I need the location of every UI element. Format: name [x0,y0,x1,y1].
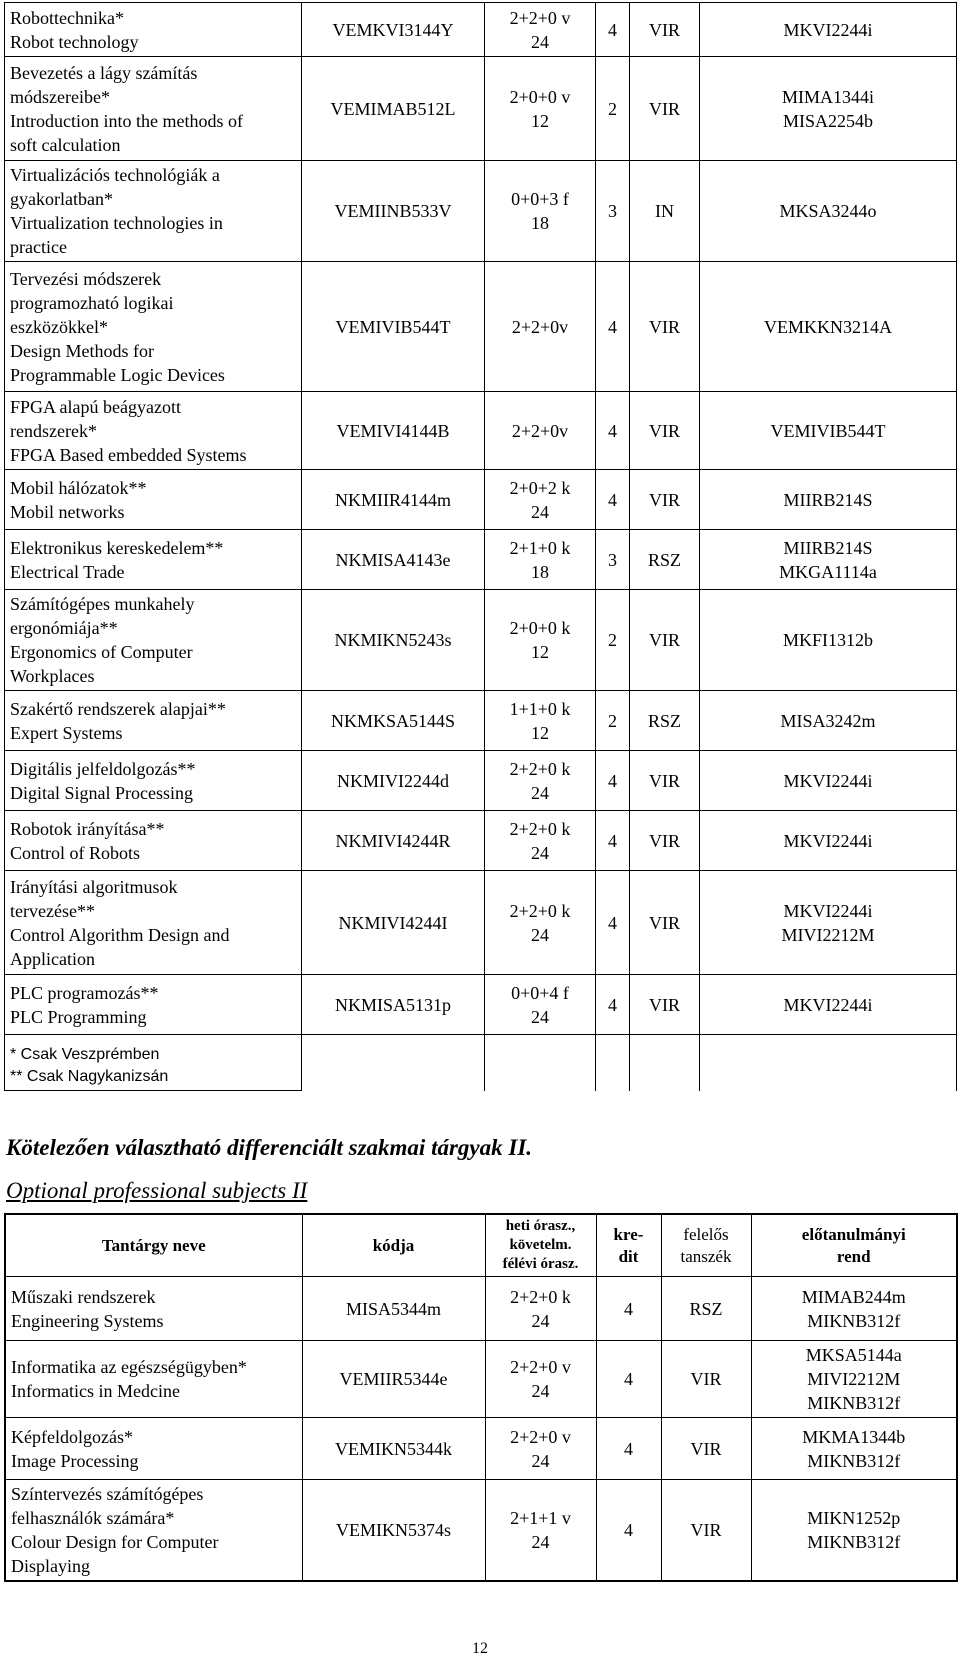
prerequisites: MKSA5144a MIVI2212M MIKNB312f [751,1341,957,1418]
credit-value: 2 [596,691,630,751]
empty-cell [485,1035,596,1091]
weekly-hours: 2+1+0 k 18 [485,530,596,590]
weekly-hours: 2+2+0v [485,392,596,470]
table-row [5,470,957,530]
weekly-hours: 0+0+3 f 18 [485,161,596,262]
subject-name-hu: Robotok irányítása** [10,818,165,839]
subject-name-cell [5,262,302,392]
table-row [5,392,957,470]
subject-name-en: Image Processing [11,1450,139,1471]
subject-name-hu: Digitális jelfeldolgozás** [10,758,196,779]
subject-name-en: PLC Programming [10,1006,147,1027]
prerequisites: MIMAB244m MIKNB312f [751,1277,957,1341]
footnotes [5,1035,302,1091]
department: VIR [630,3,700,57]
subject-name-cell [5,691,302,751]
table-row [5,57,957,161]
prerequisites: MIMA1344i MISA2254b [700,57,957,161]
header-prerequisites [751,1214,957,1277]
header-prereq-line2: rend [836,1246,871,1266]
subject-code: VEMIKN5374s [302,1480,485,1582]
empty-cell [630,1035,700,1091]
subject-code: VEMKVI3144Y [302,3,485,57]
prerequisites: MKVI2244i [700,751,957,811]
header-hours-line3: félévi órasz. [502,1256,579,1272]
prerequisites: MKVI2244i [700,811,957,871]
subject-name-cell [5,1418,302,1480]
credit-value: 4 [596,470,630,530]
subjects-table-2 [4,1213,958,1582]
empty-cell [302,1035,485,1091]
department: RSZ [630,530,700,590]
subject-name-cell [5,590,302,691]
subject-name-cell [5,161,302,262]
credit-value: 4 [596,3,630,57]
subject-code: NKMIVI4244R [302,811,485,871]
subject-name-hu: Informatika az egészségügyben* [11,1357,247,1377]
credit-value: 4 [596,1418,661,1480]
prerequisites: VEMIVIB544T [700,392,957,470]
header-credit-line2: dit [618,1246,639,1266]
table-row [5,3,957,57]
credit-value: 4 [596,392,630,470]
header-code: kódja [302,1214,485,1277]
credit-value: 4 [596,1480,661,1582]
subject-name-en: Electrical Trade [10,561,125,582]
prerequisites: MIIRB214S MKGA1114a [700,530,957,590]
department: VIR [630,470,700,530]
subject-name-en: Design Methods for Programmable Logic Devices [10,340,225,385]
subject-name-cell [5,751,302,811]
department: VIR [630,975,700,1035]
footnote-nagykanizsa: ** Csak Nagykanizsán [10,1067,169,1085]
weekly-hours: 0+0+4 f 24 [485,975,596,1035]
weekly-hours: 2+2+0v [485,262,596,392]
subject-name-en: Robot technology [10,31,139,52]
subject-name-en: FPGA Based embedded Systems [10,444,247,465]
subject-name-en: Expert Systems [10,722,123,743]
subject-name-en: Virtualization technologies in practice [10,213,223,257]
prerequisites: MKSA3244o [700,161,957,262]
weekly-hours: 2+2+0 v 24 [485,3,596,57]
table-row [5,975,957,1035]
subject-code: VEMIVI4144B [302,392,485,470]
department: VIR [630,811,700,871]
header-credit [596,1214,661,1277]
subject-name-en: Control of Robots [10,842,141,863]
header-dept-line2: tanszék [680,1246,732,1266]
prerequisites: MIIRB214S [700,470,957,530]
subject-code: VEMIINB533V [302,161,485,262]
subject-name-en: Mobil networks [10,501,125,522]
weekly-hours: 2+2+0 v 24 [485,1418,596,1480]
subjects-table-2-body [5,1277,957,1582]
prerequisites: MKVI2244i MIVI2212M [700,871,957,975]
header-department [661,1214,751,1277]
subject-name-hu: Bevezetés a lágy számítás módszereibe* [10,62,198,107]
department: VIR [661,1480,751,1582]
subjects-table-1 [4,2,957,1091]
subject-code: NKMIKN5243s [302,590,485,691]
table-row [5,691,957,751]
credit-value: 4 [596,975,630,1035]
subject-code: NKMISA5131p [302,975,485,1035]
weekly-hours: 2+2+0 k 24 [485,1277,596,1341]
department: RSZ [630,691,700,751]
prerequisites: MKVI2244i [700,975,957,1035]
subject-name-hu: Elektronikus kereskedelem** [10,537,224,558]
subject-code: VEMIKN5344k [302,1418,485,1480]
department: RSZ [661,1277,751,1341]
subject-name-cell [5,530,302,590]
subject-code: NKMIVI2244d [302,751,485,811]
prerequisites: MKFI1312b [700,590,957,691]
header-hours-line1: heti órasz., [505,1218,576,1234]
credit-value: 4 [596,871,630,975]
subject-name-en: Informatics in Medcine [11,1381,180,1401]
subject-name-cell [5,1480,302,1582]
prerequisites: MKMA1344b MIKNB312f [751,1418,957,1480]
credit-value: 2 [596,57,630,161]
table-row [5,1341,957,1418]
subject-name-cell [5,57,302,161]
weekly-hours: 2+2+0 k 24 [485,811,596,871]
credit-value: 4 [596,811,630,871]
subject-name-cell [5,1277,302,1341]
weekly-hours: 1+1+0 k 12 [485,691,596,751]
department: VIR [630,590,700,691]
weekly-hours: 2+0+0 k 12 [485,590,596,691]
subject-name-hu: Robottechnika* [10,7,124,28]
subject-name-hu: FPGA alapú beágyazott rendszerek* [10,396,181,441]
subject-name-cell [5,470,302,530]
table-row [5,1418,957,1480]
subject-code: NKMISA4143e [302,530,485,590]
section-title-en: Optional professional subjects II [6,1178,308,1203]
table-row [5,1277,957,1341]
credit-value: 4 [596,1277,661,1341]
department: VIR [630,57,700,161]
credit-value: 2 [596,590,630,691]
subject-name-hu: Irányítási algoritmusok tervezése** [10,876,178,921]
credit-value: 4 [596,1341,661,1418]
table-row [5,811,957,871]
subject-name-en: Ergonomics of Computer Workplaces [10,642,193,686]
table-row [5,530,957,590]
table-row [5,1480,957,1582]
subject-name-cell [5,975,302,1035]
subject-code: NKMIIR4144m [302,470,485,530]
weekly-hours: 2+1+1 v 24 [485,1480,596,1582]
prerequisites: MKVI2244i [700,3,957,57]
credit-value: 3 [596,161,630,262]
subject-name-hu: Virtualizációs technológiák a gyakorlatban* [10,165,220,209]
section-title-hu: Kötelezően választható differenciált szakmai tárgyak II. [6,1135,533,1160]
department: VIR [661,1418,751,1480]
subject-name-cell [5,811,302,871]
subject-name-cell [5,3,302,57]
header-hours [485,1214,596,1277]
subject-code: NKMIVI4244I [302,871,485,975]
subject-name-en: Control Algorithm Design and Application [10,924,230,969]
credit-value: 4 [596,751,630,811]
weekly-hours: 2+2+0 k 24 [485,751,596,811]
subject-name-en: Engineering Systems [11,1310,164,1331]
table-row [5,262,957,392]
empty-cell [700,1035,957,1091]
table-row [5,751,957,811]
weekly-hours: 2+2+0 k 24 [485,871,596,975]
subject-name-cell [5,1341,302,1418]
subject-name-hu: PLC programozás** [10,982,159,1003]
subject-name-en: Digital Signal Processing [10,782,193,803]
credit-value: 3 [596,530,630,590]
prerequisites: MISA3242m [700,691,957,751]
subject-code: VEMIVIB544T [302,262,485,392]
weekly-hours: 2+2+0 v 24 [485,1341,596,1418]
department: IN [630,161,700,262]
page-number: 12 [472,1640,488,1657]
subject-name-hu: Műszaki rendszerek [11,1286,156,1307]
subject-code: MISA5344m [302,1277,485,1341]
subject-name-hu: Szakértő rendszerek alapjai** [10,698,226,719]
subject-name-cell [5,871,302,975]
table-row [5,871,957,975]
department: VIR [630,871,700,975]
prerequisites: MIKN1252p MIKNB312f [751,1480,957,1582]
header-dept-line1: felelős [683,1224,729,1244]
footnote-veszprem: * Csak Veszprémben [10,1045,160,1063]
subject-name-hu: Képfeldolgozás* [11,1426,133,1447]
department: VIR [630,262,700,392]
prerequisites: VEMKKN3214A [700,262,957,392]
header-prereq-line1: előtanulmányi [801,1224,906,1244]
subject-code: NKMKSA5144S [302,691,485,751]
subject-name-hu: Tervezési módszerek programozható logikai eszközökkel* [10,268,174,337]
subject-name-en: Colour Design for Computer Displaying [11,1532,219,1576]
subject-name-hu: Mobil hálózatok** [10,477,147,498]
header-hours-line2: követelm. [509,1237,572,1253]
subject-name-hu: Színtervezés számítógépes felhasználók számára* [11,1484,204,1528]
weekly-hours: 2+0+0 v 12 [485,57,596,161]
subject-name-hu: Számítógépes munkahely ergonómiája** [10,594,195,638]
weekly-hours: 2+0+2 k 24 [485,470,596,530]
subject-name-en: Introduction into the methods of soft calculation [10,110,243,155]
footnote-row [5,1035,957,1091]
department: VIR [630,751,700,811]
subject-code: VEMIMAB512L [302,57,485,161]
subject-code: VEMIIR5344e [302,1341,485,1418]
subject-name-cell [5,392,302,470]
header-subject-name: Tantárgy neve [5,1214,302,1277]
header-credit-line1: kre- [613,1224,644,1244]
table-row [5,590,957,691]
empty-cell [596,1035,630,1091]
subjects-table-1-body [5,3,957,1091]
table-row [5,161,957,262]
table-2-header-row [5,1214,957,1277]
department: VIR [661,1341,751,1418]
department: VIR [630,392,700,470]
credit-value: 4 [596,262,630,392]
